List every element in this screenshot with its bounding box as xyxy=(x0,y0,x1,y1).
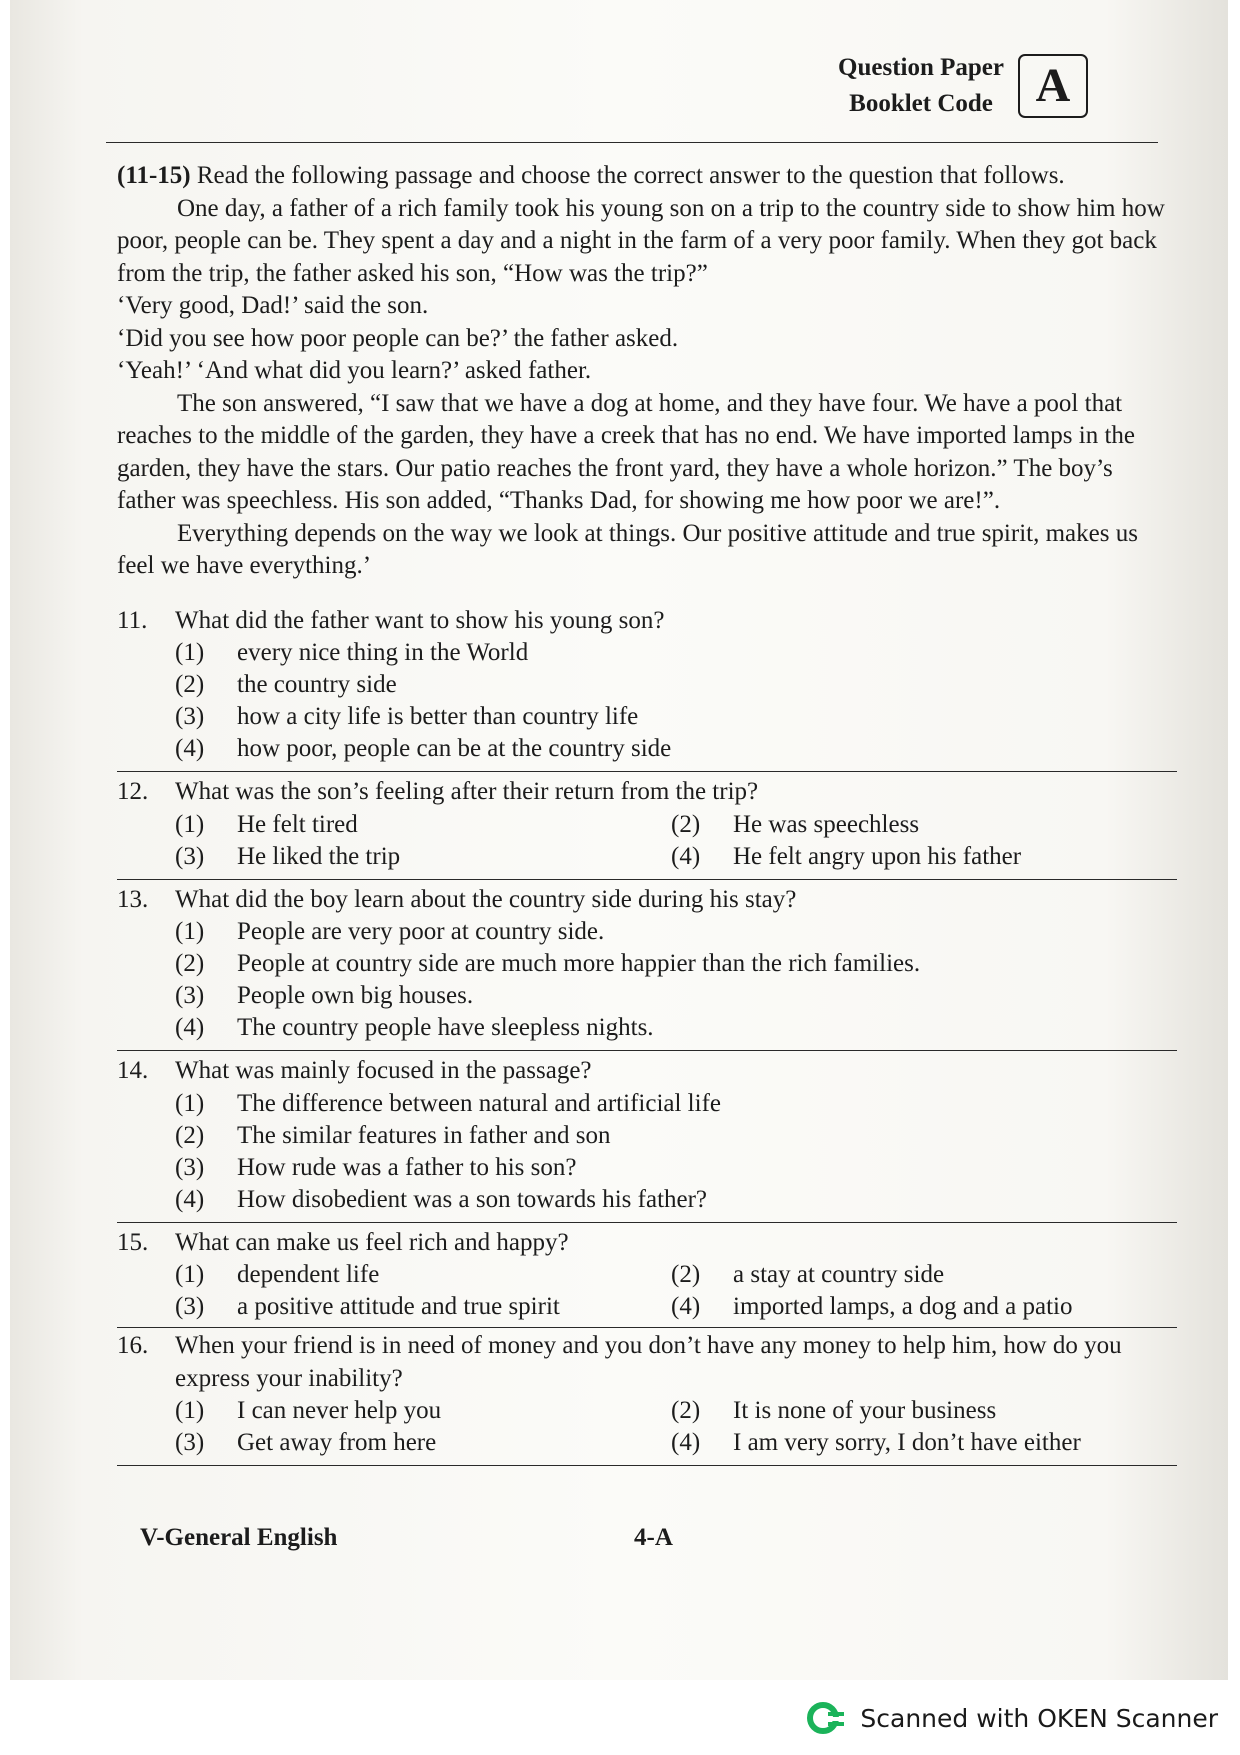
option-number: (1) xyxy=(175,1261,205,1288)
question-stem xyxy=(117,884,1177,917)
option-number: (3) xyxy=(175,842,205,870)
option-text: the country side xyxy=(237,671,397,698)
option-number: (2) xyxy=(671,1397,701,1424)
option-1[interactable] xyxy=(175,809,671,841)
option-3[interactable] xyxy=(175,841,671,873)
option-4[interactable] xyxy=(671,1427,1167,1459)
question-text: What was the son’s feeling after their return from the trip? xyxy=(175,778,759,805)
question-divider xyxy=(117,1465,1177,1466)
option-number: (4) xyxy=(175,1014,205,1041)
options xyxy=(175,1259,1177,1323)
footer-subject: V-General English xyxy=(140,1524,338,1551)
options xyxy=(175,1088,1177,1216)
option-row xyxy=(175,1259,1177,1291)
option-text: He liked the trip xyxy=(237,842,401,870)
question-number: 12. xyxy=(117,778,149,805)
option-text: He felt tired xyxy=(237,810,358,838)
question-11 xyxy=(117,605,1177,766)
question-text: What did the father want to show his young son? xyxy=(175,606,665,634)
option-number: (1) xyxy=(175,1397,205,1424)
option-row xyxy=(175,841,1177,873)
instruction-number: (11-15) xyxy=(117,162,191,189)
booklet-code-label-line1: Question Paper xyxy=(838,54,1004,81)
option-text: He felt angry upon his father xyxy=(733,842,1022,870)
option-text: He was speechless xyxy=(733,810,920,838)
question-12 xyxy=(117,776,1177,873)
option-number: (3) xyxy=(175,703,205,730)
question-text: What was mainly focused in the passage? xyxy=(175,1057,592,1084)
question-number: 11. xyxy=(117,606,148,634)
option-text: People at country side are much more happier than the rich families. xyxy=(237,950,921,977)
option-3[interactable] xyxy=(175,1291,671,1323)
option-number: (4) xyxy=(671,1293,701,1320)
booklet-code-label xyxy=(838,50,1004,122)
option-number: (1) xyxy=(175,918,205,945)
question-number: 13. xyxy=(117,885,149,913)
option-4[interactable] xyxy=(671,1291,1167,1323)
option-number: (1) xyxy=(175,639,205,666)
option-number: (4) xyxy=(175,735,205,762)
passage-paragraph-2: The son answered, “I saw that we have a dog at home, and they have four. We have a pool that reaches to the middle of the garden, they have a creek that has no end. We have imported lamps in the garden, they have the stars. Our patio reaches the front yard, they have a whole horizon.” The boy’s father was speechless. His son added, “Thanks Dad, for showing me how poor we are!”. xyxy=(117,389,1135,514)
option-number: (2) xyxy=(671,1261,701,1288)
option-number: (3) xyxy=(175,1429,205,1456)
question-number: 15. xyxy=(117,1228,149,1256)
option-1[interactable] xyxy=(175,1259,671,1291)
passage-paragraph-1: One day, a father of a rich family took his young son on a trip to the country side to show him how poor, people can be. They spent a day and a night in the farm of a very poor family. When they got back from the trip, the father asked his son, “How was the trip?” xyxy=(117,194,1165,287)
option-text: dependent life xyxy=(237,1261,380,1288)
question-content xyxy=(117,160,1177,1466)
option-2[interactable] xyxy=(671,1395,1167,1427)
options xyxy=(175,637,1177,765)
option-text: imported lamps, a dog and a patio xyxy=(733,1293,1073,1320)
option-4[interactable] xyxy=(671,841,1167,873)
option-1[interactable] xyxy=(175,916,1177,948)
option-number: (2) xyxy=(671,810,701,838)
option-row xyxy=(175,809,1177,841)
option-number: (4) xyxy=(671,1429,701,1456)
option-number: (3) xyxy=(175,1153,205,1181)
question-divider xyxy=(117,1327,1177,1328)
question-text: When your friend is in need of money and you don’t have any money to help him, how do you express your inability? xyxy=(175,1332,1122,1392)
option-text: how poor, people can be at the country side xyxy=(237,735,672,762)
option-1[interactable] xyxy=(175,1395,671,1427)
option-number: (1) xyxy=(175,810,205,838)
option-2[interactable] xyxy=(175,669,1177,701)
option-text: It is none of your business xyxy=(733,1397,997,1424)
option-text: The similar features in father and son xyxy=(237,1121,611,1149)
scanner-watermark xyxy=(806,1698,1218,1738)
scanner-logo-icon xyxy=(806,1698,846,1738)
option-text: People own big houses. xyxy=(237,982,474,1009)
passage-dialogue-1: ‘Very good, Dad!’ said the son. xyxy=(117,292,429,319)
question-13 xyxy=(117,884,1177,1045)
header-divider xyxy=(106,142,1158,143)
question-stem xyxy=(117,776,1177,809)
question-stem xyxy=(117,1330,1177,1395)
passage-dialogue-2: ‘Did you see how poor people can be?’ the father asked. xyxy=(117,324,679,352)
option-3[interactable] xyxy=(175,1152,1177,1184)
option-text: a positive attitude and true spirit xyxy=(237,1293,560,1320)
instruction-text: Read the following passage and choose the correct answer to the question that follows. xyxy=(196,162,1065,189)
option-4[interactable] xyxy=(175,733,1177,765)
option-number: (4) xyxy=(175,1185,205,1213)
option-text: a stay at country side xyxy=(733,1261,945,1288)
option-number: (3) xyxy=(175,1293,205,1320)
option-2[interactable] xyxy=(671,809,1167,841)
option-row xyxy=(175,1427,1177,1459)
options xyxy=(175,809,1177,873)
question-divider xyxy=(117,1222,1177,1223)
instruction xyxy=(117,160,1177,193)
option-text: every nice thing in the World xyxy=(237,639,529,666)
option-text: how a city life is better than country life xyxy=(237,703,639,730)
question-number: 16. xyxy=(117,1332,149,1359)
question-number: 14. xyxy=(117,1057,149,1084)
option-1[interactable] xyxy=(175,1088,1177,1120)
option-text: Get away from here xyxy=(237,1429,437,1456)
option-3[interactable] xyxy=(175,1427,671,1459)
booklet-code-label-line2: Booklet Code xyxy=(849,90,993,117)
option-4[interactable] xyxy=(175,1012,1177,1044)
option-3[interactable] xyxy=(175,980,1177,1012)
option-number: (4) xyxy=(671,842,701,870)
option-number: (3) xyxy=(175,982,205,1009)
option-4[interactable] xyxy=(175,1184,1177,1216)
option-text: The country people have sleepless nights. xyxy=(237,1014,654,1041)
options xyxy=(175,916,1177,1044)
passage-paragraph-3: Everything depends on the way we look at things. Our positive attitude and true spirit, makes us feel we have everything.’ xyxy=(117,519,1138,579)
question-stem xyxy=(117,1227,1177,1260)
scanned-page xyxy=(10,0,1228,1680)
option-row xyxy=(175,1291,1177,1323)
question-14 xyxy=(117,1055,1177,1216)
scanner-watermark-text: Scanned with OKEN Scanner xyxy=(860,1703,1218,1733)
option-2[interactable] xyxy=(671,1259,1167,1291)
question-divider xyxy=(117,771,1177,772)
options xyxy=(175,1395,1177,1459)
question-stem xyxy=(117,605,1177,638)
option-2[interactable] xyxy=(175,1120,1177,1152)
option-text: The difference between natural and artificial life xyxy=(237,1089,721,1117)
option-number: (2) xyxy=(175,1121,205,1149)
question-text: What did the boy learn about the country side during his stay? xyxy=(175,885,797,913)
option-text: People are very poor at country side. xyxy=(237,918,605,945)
option-1[interactable] xyxy=(175,637,1177,669)
passage-dialogue-3: ‘Yeah!’ ‘And what did you learn?’ asked father. xyxy=(117,357,592,384)
option-number: (1) xyxy=(175,1089,205,1117)
question-stem xyxy=(117,1055,1177,1088)
booklet-code-box: A xyxy=(1018,54,1088,118)
option-text: I can never help you xyxy=(237,1397,442,1424)
question-15 xyxy=(117,1227,1177,1324)
question-16 xyxy=(117,1330,1177,1459)
option-text: How rude was a father to his son? xyxy=(237,1153,577,1181)
page-footer xyxy=(140,1524,740,1552)
option-3[interactable] xyxy=(175,701,1177,733)
option-2[interactable] xyxy=(175,948,1177,980)
option-number: (2) xyxy=(175,950,205,977)
footer-page-number: 4-A xyxy=(634,1524,673,1551)
question-divider xyxy=(117,879,1177,880)
option-row xyxy=(175,1395,1177,1427)
question-divider xyxy=(117,1050,1177,1051)
option-text: I am very sorry, I don’t have either xyxy=(733,1429,1081,1456)
option-number: (2) xyxy=(175,671,205,698)
option-text: How disobedient was a son towards his father? xyxy=(237,1185,708,1213)
question-text: What can make us feel rich and happy? xyxy=(175,1228,569,1256)
